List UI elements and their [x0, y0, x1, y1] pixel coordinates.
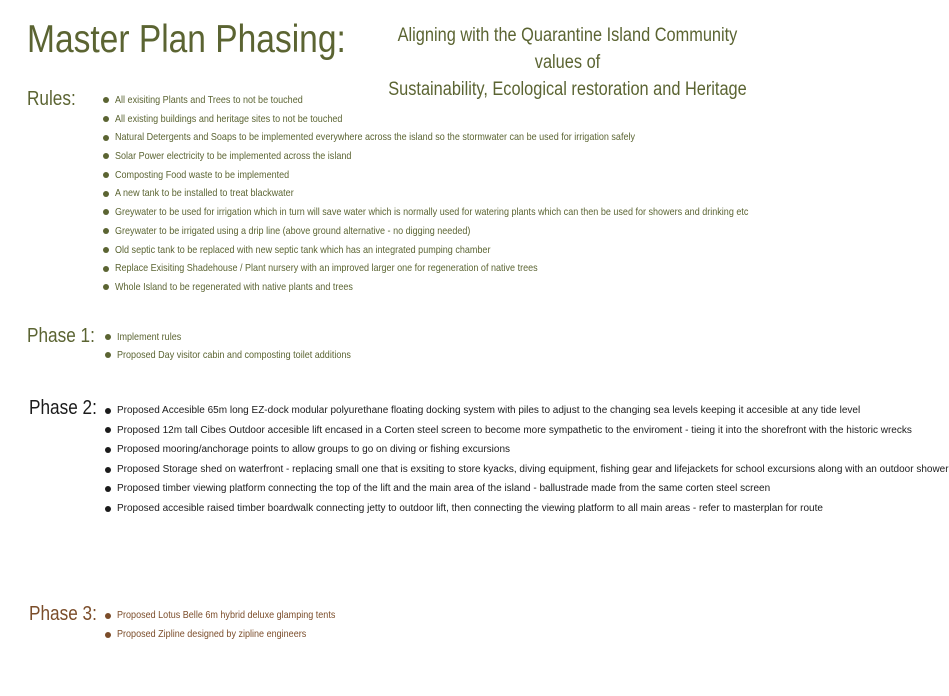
bullet-icon: [105, 467, 111, 473]
subtitle-line-2: Sustainability, Ecological restoration and Heritage: [388, 79, 747, 100]
bullet-icon: [103, 284, 109, 290]
list-item: Proposed Lotus Belle 6m hybrid deluxe glamping tents: [105, 606, 371, 625]
list-item: Proposed 12m tall Cibes Outdoor accesible lift encased in a Corten steel screen to become more sympathetic to the enviroment - tieing it into the shorefront with the historic wrecks: [105, 421, 777, 441]
bullet-icon: [103, 153, 109, 159]
rules-list: [103, 91, 852, 297]
list-item: Composting Food waste to be implemented: [103, 166, 852, 185]
list-item: Proposed Accesible 65m long EZ-dock modular polyurethane floating docking system with piles to adjust to the changing sea levels keeping it accesible at any tide level: [105, 401, 777, 421]
bullet-icon: [105, 408, 111, 414]
list-item: Greywater to be irrigated using a drip line (above ground alternative - no digging needed): [103, 222, 852, 241]
phase-2-list: [105, 401, 949, 519]
bullet-icon: [105, 632, 111, 638]
rules-heading: Rules:: [27, 88, 76, 110]
bullet-icon: [103, 116, 109, 122]
bullet-icon: [105, 334, 111, 340]
list-item: Proposed timber viewing platform connecting the top of the lift and the main area of the island - ballustrade made from the same corten steel screen: [105, 479, 777, 499]
bullet-icon: [105, 427, 111, 433]
list-item: Proposed accesible raised timber boardwalk connecting jetty to outdoor lift, then connecting the viewing platform to all main areas - refer to masterplan for route: [105, 499, 777, 519]
list-item: All exisiting Plants and Trees to not be touched: [103, 91, 852, 110]
list-item: Greywater to be used for irrigation which in turn will save water which is normally used for watering plants which can then be used for showers and drinking etc: [103, 203, 852, 222]
phase-1-heading: Phase 1:: [27, 325, 95, 347]
list-item: Implement rules: [105, 328, 389, 346]
bullet-icon: [103, 97, 109, 103]
subtitle-line-1: Aligning with the Quarantine Island Community values of: [397, 25, 738, 73]
bullet-icon: [105, 506, 111, 512]
list-item: Proposed Zipline designed by zipline engineers: [105, 625, 371, 644]
phase-2-heading: Phase 2:: [29, 397, 97, 419]
bullet-icon: [103, 135, 109, 141]
bullet-icon: [103, 172, 109, 178]
page-title: Master Plan Phasing:: [27, 18, 346, 61]
list-item: Proposed Storage shed on waterfront - replacing small one that is exsiting to store kyacks, diving equipment, fishing gear and lifejackets for school excursions along with an outdoor shower: [105, 460, 777, 480]
list-item: Replace Exisiting Shadehouse / Plant nursery with an improved larger one for regeneration of native trees: [103, 259, 852, 278]
list-item: All existing buildings and heritage sites to not be touched: [103, 110, 852, 129]
bullet-icon: [103, 266, 109, 272]
bullet-icon: [105, 352, 111, 358]
list-item: Solar Power electricity to be implemented across the island: [103, 147, 852, 166]
list-item: Whole Island to be regenerated with native plants and trees: [103, 278, 852, 297]
bullet-icon: [105, 486, 111, 492]
list-item: Proposed mooring/anchorage points to allow groups to go on diving or fishing excursions: [105, 440, 777, 460]
bullet-icon: [103, 247, 109, 253]
list-item: Natural Detergents and Soaps to be implemented everywhere across the island so the stormwater can be used for irrigation safely: [103, 128, 852, 147]
phase-3-list: [105, 606, 371, 644]
bullet-icon: [105, 613, 111, 619]
bullet-icon: [103, 209, 109, 215]
bullet-icon: [103, 228, 109, 234]
phase-3-heading: Phase 3:: [29, 603, 97, 625]
phase-1-list: [105, 328, 389, 364]
bullet-icon: [103, 191, 109, 197]
bullet-icon: [105, 447, 111, 453]
list-item: Old septic tank to be replaced with new septic tank which has an integrated pumping chamber: [103, 241, 852, 260]
list-item: A new tank to be installed to treat blackwater: [103, 184, 852, 203]
list-item: Proposed Day visitor cabin and composting toilet additions: [105, 346, 389, 364]
